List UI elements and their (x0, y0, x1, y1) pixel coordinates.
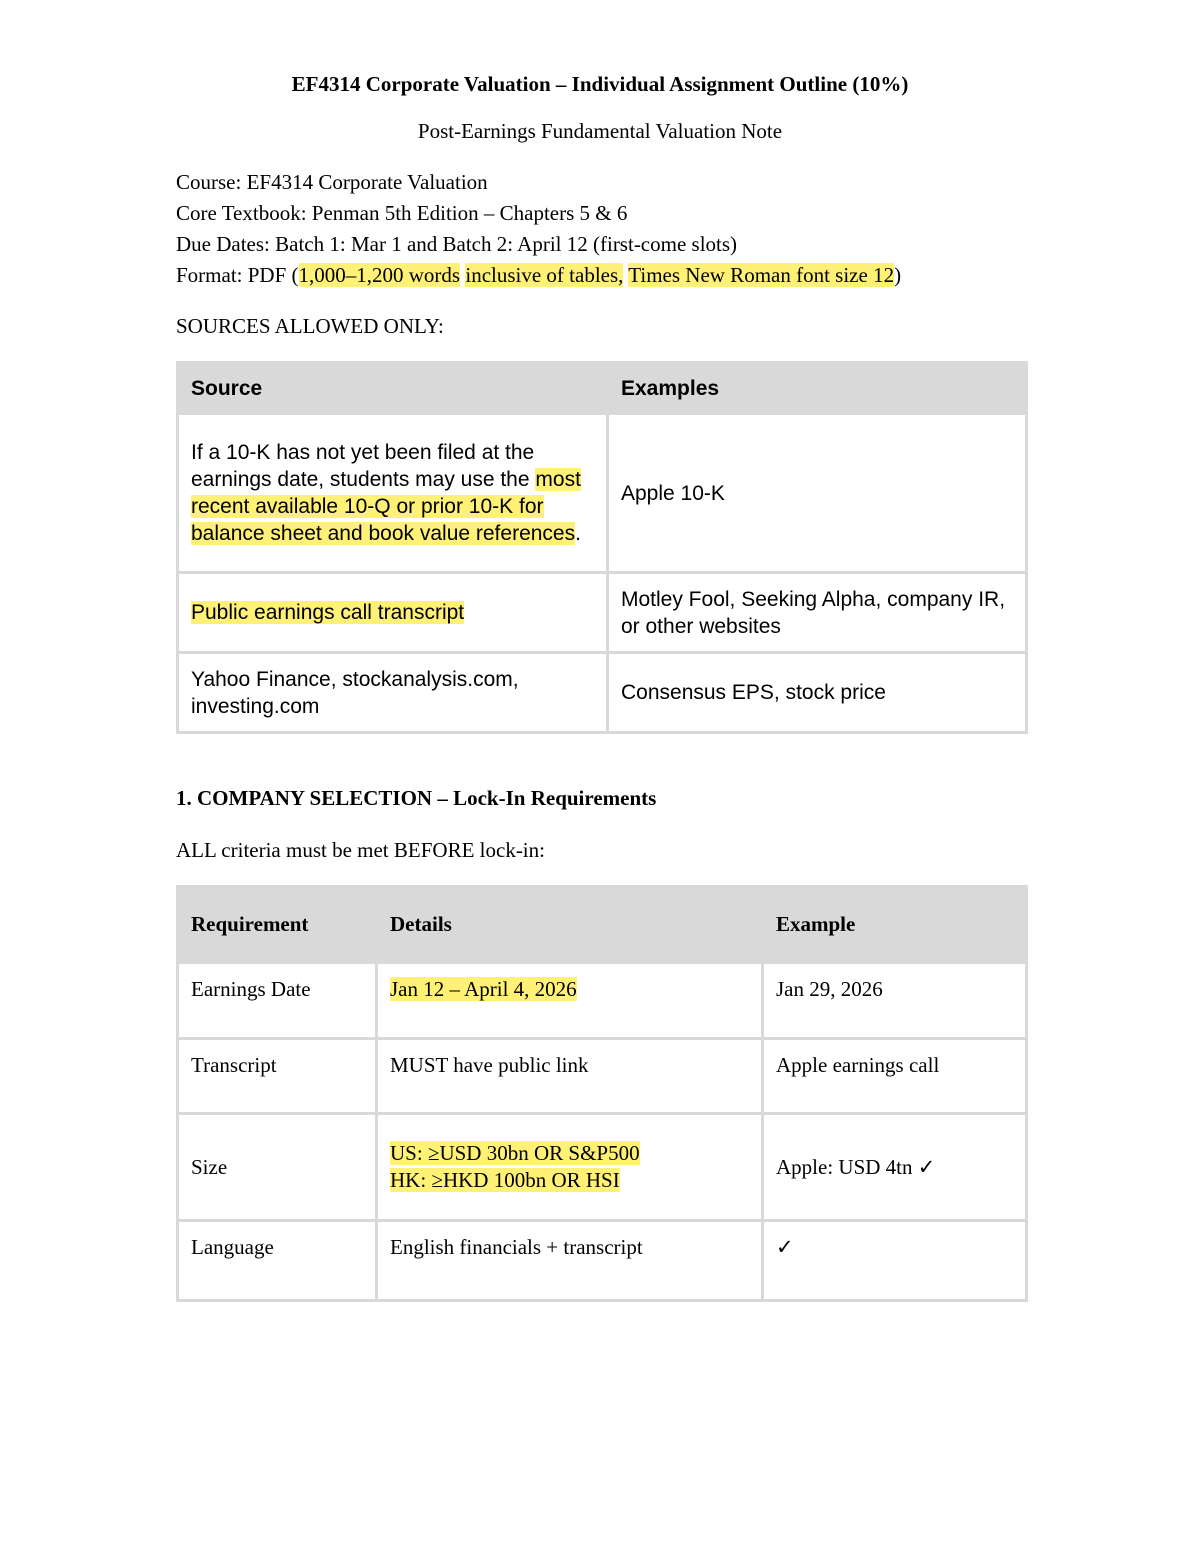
source-cell (178, 573, 608, 653)
example-cell: Jan 29, 2026 (763, 963, 1027, 1039)
requirements-header-row (178, 887, 1027, 963)
example-cell: Apple 10-K (608, 414, 1027, 573)
requirements-table (176, 885, 1028, 1302)
details-highlight: Jan 12 – April 4, 2026 (390, 977, 577, 1001)
details-cell: English financials + transcript (377, 1221, 763, 1301)
sources-table (176, 361, 1028, 734)
table-row (178, 1039, 1027, 1114)
examples-header: Examples (608, 363, 1027, 414)
sources-label: SOURCES ALLOWED ONLY: (176, 314, 444, 338)
source-highlight: Public earnings call transcript (191, 601, 465, 624)
format-words-highlight: 1,000–1,200 words (298, 263, 461, 287)
source-highlight: most recent available 10-Q or prior 10-K for balance sheet and book value references (191, 468, 581, 545)
details-header: Details (377, 887, 763, 963)
requirement-cell: Earnings Date (178, 963, 377, 1039)
details-highlight-us: US: ≥USD 30bn OR S&P500 (390, 1141, 640, 1165)
requirement-cell: Transcript (178, 1039, 377, 1114)
example-cell: Motley Fool, Seeking Alpha, company IR, or other websites (608, 573, 1027, 653)
requirement-cell: Language (178, 1221, 377, 1301)
details-highlight-hk: HK: ≥HKD 100bn OR HSI (390, 1168, 620, 1192)
sources-header-row (178, 363, 1027, 414)
table-row (178, 1114, 1027, 1221)
format-font-highlight: Times New Roman font size 12 (628, 263, 895, 287)
page-subtitle: Post-Earnings Fundamental Valuation Note (417, 119, 783, 143)
course-meta (176, 168, 901, 292)
page-title: EF4314 Corporate Valuation – Individual Assignment Outline (10%) (291, 72, 909, 96)
source-end: . (575, 522, 581, 545)
source-text: If a 10-K has not yet been filed at the earnings date, students may use the (191, 441, 536, 491)
criteria-note: ALL criteria must be met BEFORE lock-in: (176, 838, 545, 862)
example-header: Example (763, 887, 1027, 963)
details-cell (377, 963, 763, 1039)
table-row (178, 653, 1027, 733)
textbook-line: Core Textbook: Penman 5th Edition – Chapters 5 & 6 (176, 201, 628, 225)
due-dates-line: Due Dates: Batch 1: Mar 1 and Batch 2: April 12 (first-come slots) (176, 232, 738, 256)
table-row (178, 1221, 1027, 1301)
details-cell: MUST have public link (377, 1039, 763, 1114)
source-cell (178, 414, 608, 573)
format-suffix: ) (894, 263, 902, 287)
course-line: Course: EF4314 Corporate Valuation (176, 170, 488, 194)
source-header: Source (178, 363, 608, 414)
format-prefix: Format: PDF ( (176, 263, 299, 287)
details-cell (377, 1114, 763, 1221)
example-cell: Consensus EPS, stock price (608, 653, 1027, 733)
example-cell: ✓ (763, 1221, 1027, 1301)
section-heading: 1. COMPANY SELECTION – Lock-In Requirements (176, 786, 657, 810)
table-row (178, 963, 1027, 1039)
table-row (178, 573, 1027, 653)
format-line (176, 261, 901, 292)
table-row (178, 414, 1027, 573)
requirement-cell: Size (178, 1114, 377, 1221)
example-cell: Apple: USD 4tn ✓ (763, 1114, 1027, 1221)
format-tables-highlight: inclusive of tables, (465, 263, 624, 287)
source-cell: Yahoo Finance, stockanalysis.com, investing.com (178, 653, 608, 733)
example-cell: Apple earnings call (763, 1039, 1027, 1114)
requirement-header: Requirement (178, 887, 377, 963)
